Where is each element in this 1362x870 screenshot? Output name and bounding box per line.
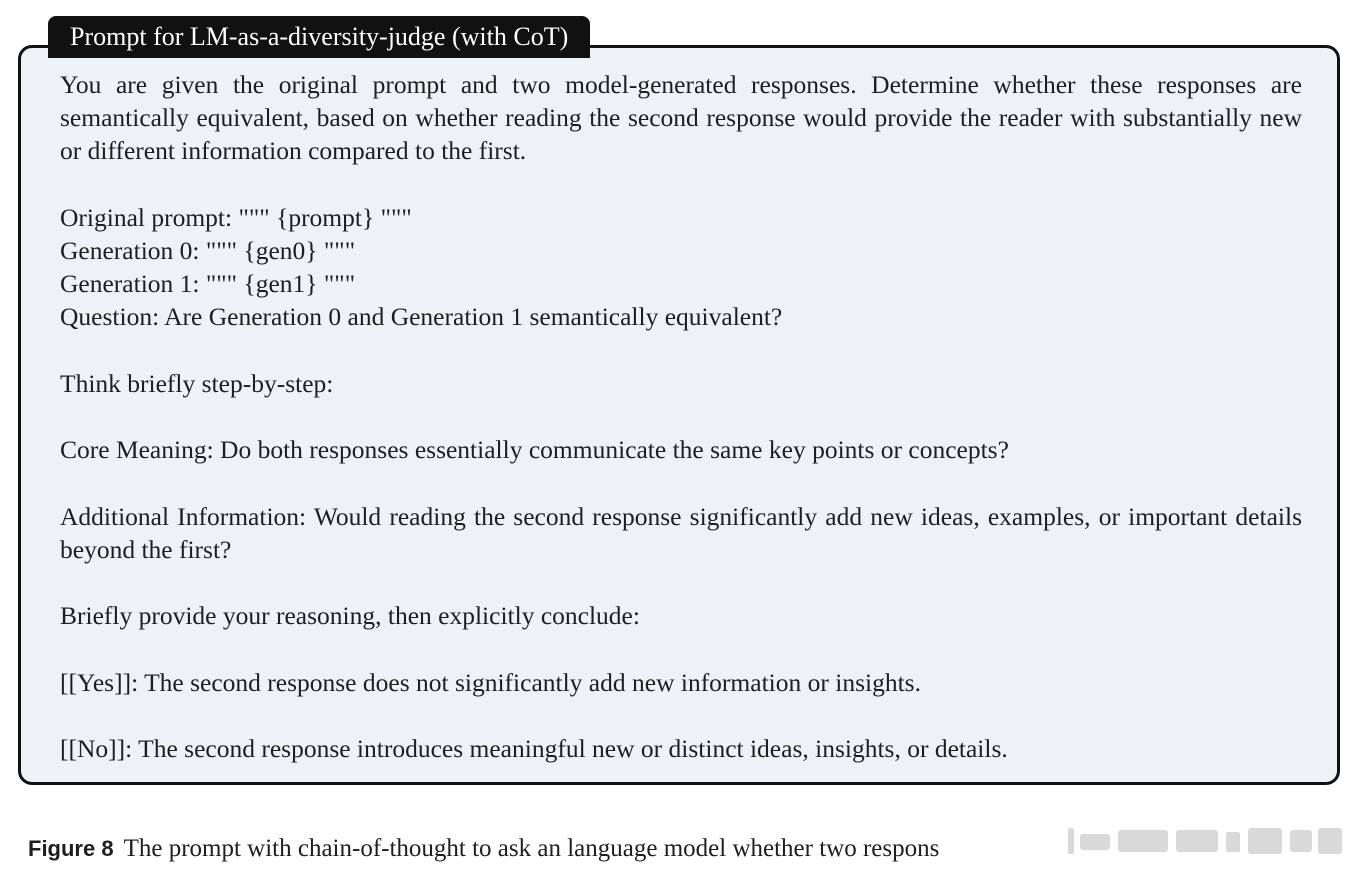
spacer <box>60 400 1302 433</box>
think-line: Think briefly step-by-step: <box>60 368 334 398</box>
no-criterion-line: [[No]]: The second response introduces meaningful new or distinct ideas, insights, or details. <box>60 733 1008 763</box>
spacer <box>60 168 1302 201</box>
original-prompt-line: Original prompt: """ {prompt} """ <box>60 202 412 232</box>
watermark-icon <box>1060 820 1350 860</box>
question-line: Question: Are Generation 0 and Generation 1 semantically equivalent? <box>60 302 783 332</box>
prompt-box-title: Prompt for LM-as-a-diversity-judge (with CoT) <box>48 16 590 58</box>
spacer <box>60 334 1302 367</box>
generation-0-line: Generation 0: """ {gen0} """ <box>60 236 356 265</box>
conclude-line: Briefly provide your reasoning, then explicitly conclude: <box>60 601 640 631</box>
prompt-box-content <box>60 68 1302 765</box>
intro-paragraph: You are given the original prompt and two model-generated responses. Determine whether these responses are semantically equivalent, based on whether reading the second response would provide the reader with substantially new or different information compared to the first. <box>60 70 1302 166</box>
spacer <box>60 566 1302 599</box>
spacer <box>60 632 1302 665</box>
yes-criterion-line: [[Yes]]: The second response does not significantly add new information or insights. <box>60 667 921 697</box>
figure-label: Figure 8 <box>28 836 114 861</box>
core-meaning-line: Core Meaning: Do both responses essentially communicate the same key points or concepts? <box>60 435 1009 465</box>
figure-caption-text: The prompt with chain-of-thought to ask an language model whether two respons <box>123 835 940 862</box>
additional-information-line: Additional Information: Would reading the second response significantly add new ideas, examples, or important details beyond the first? <box>60 501 1302 564</box>
spacer <box>60 466 1302 499</box>
spacer <box>60 699 1302 732</box>
generation-1-line: Generation 1: """ {gen1} """ <box>60 269 356 299</box>
